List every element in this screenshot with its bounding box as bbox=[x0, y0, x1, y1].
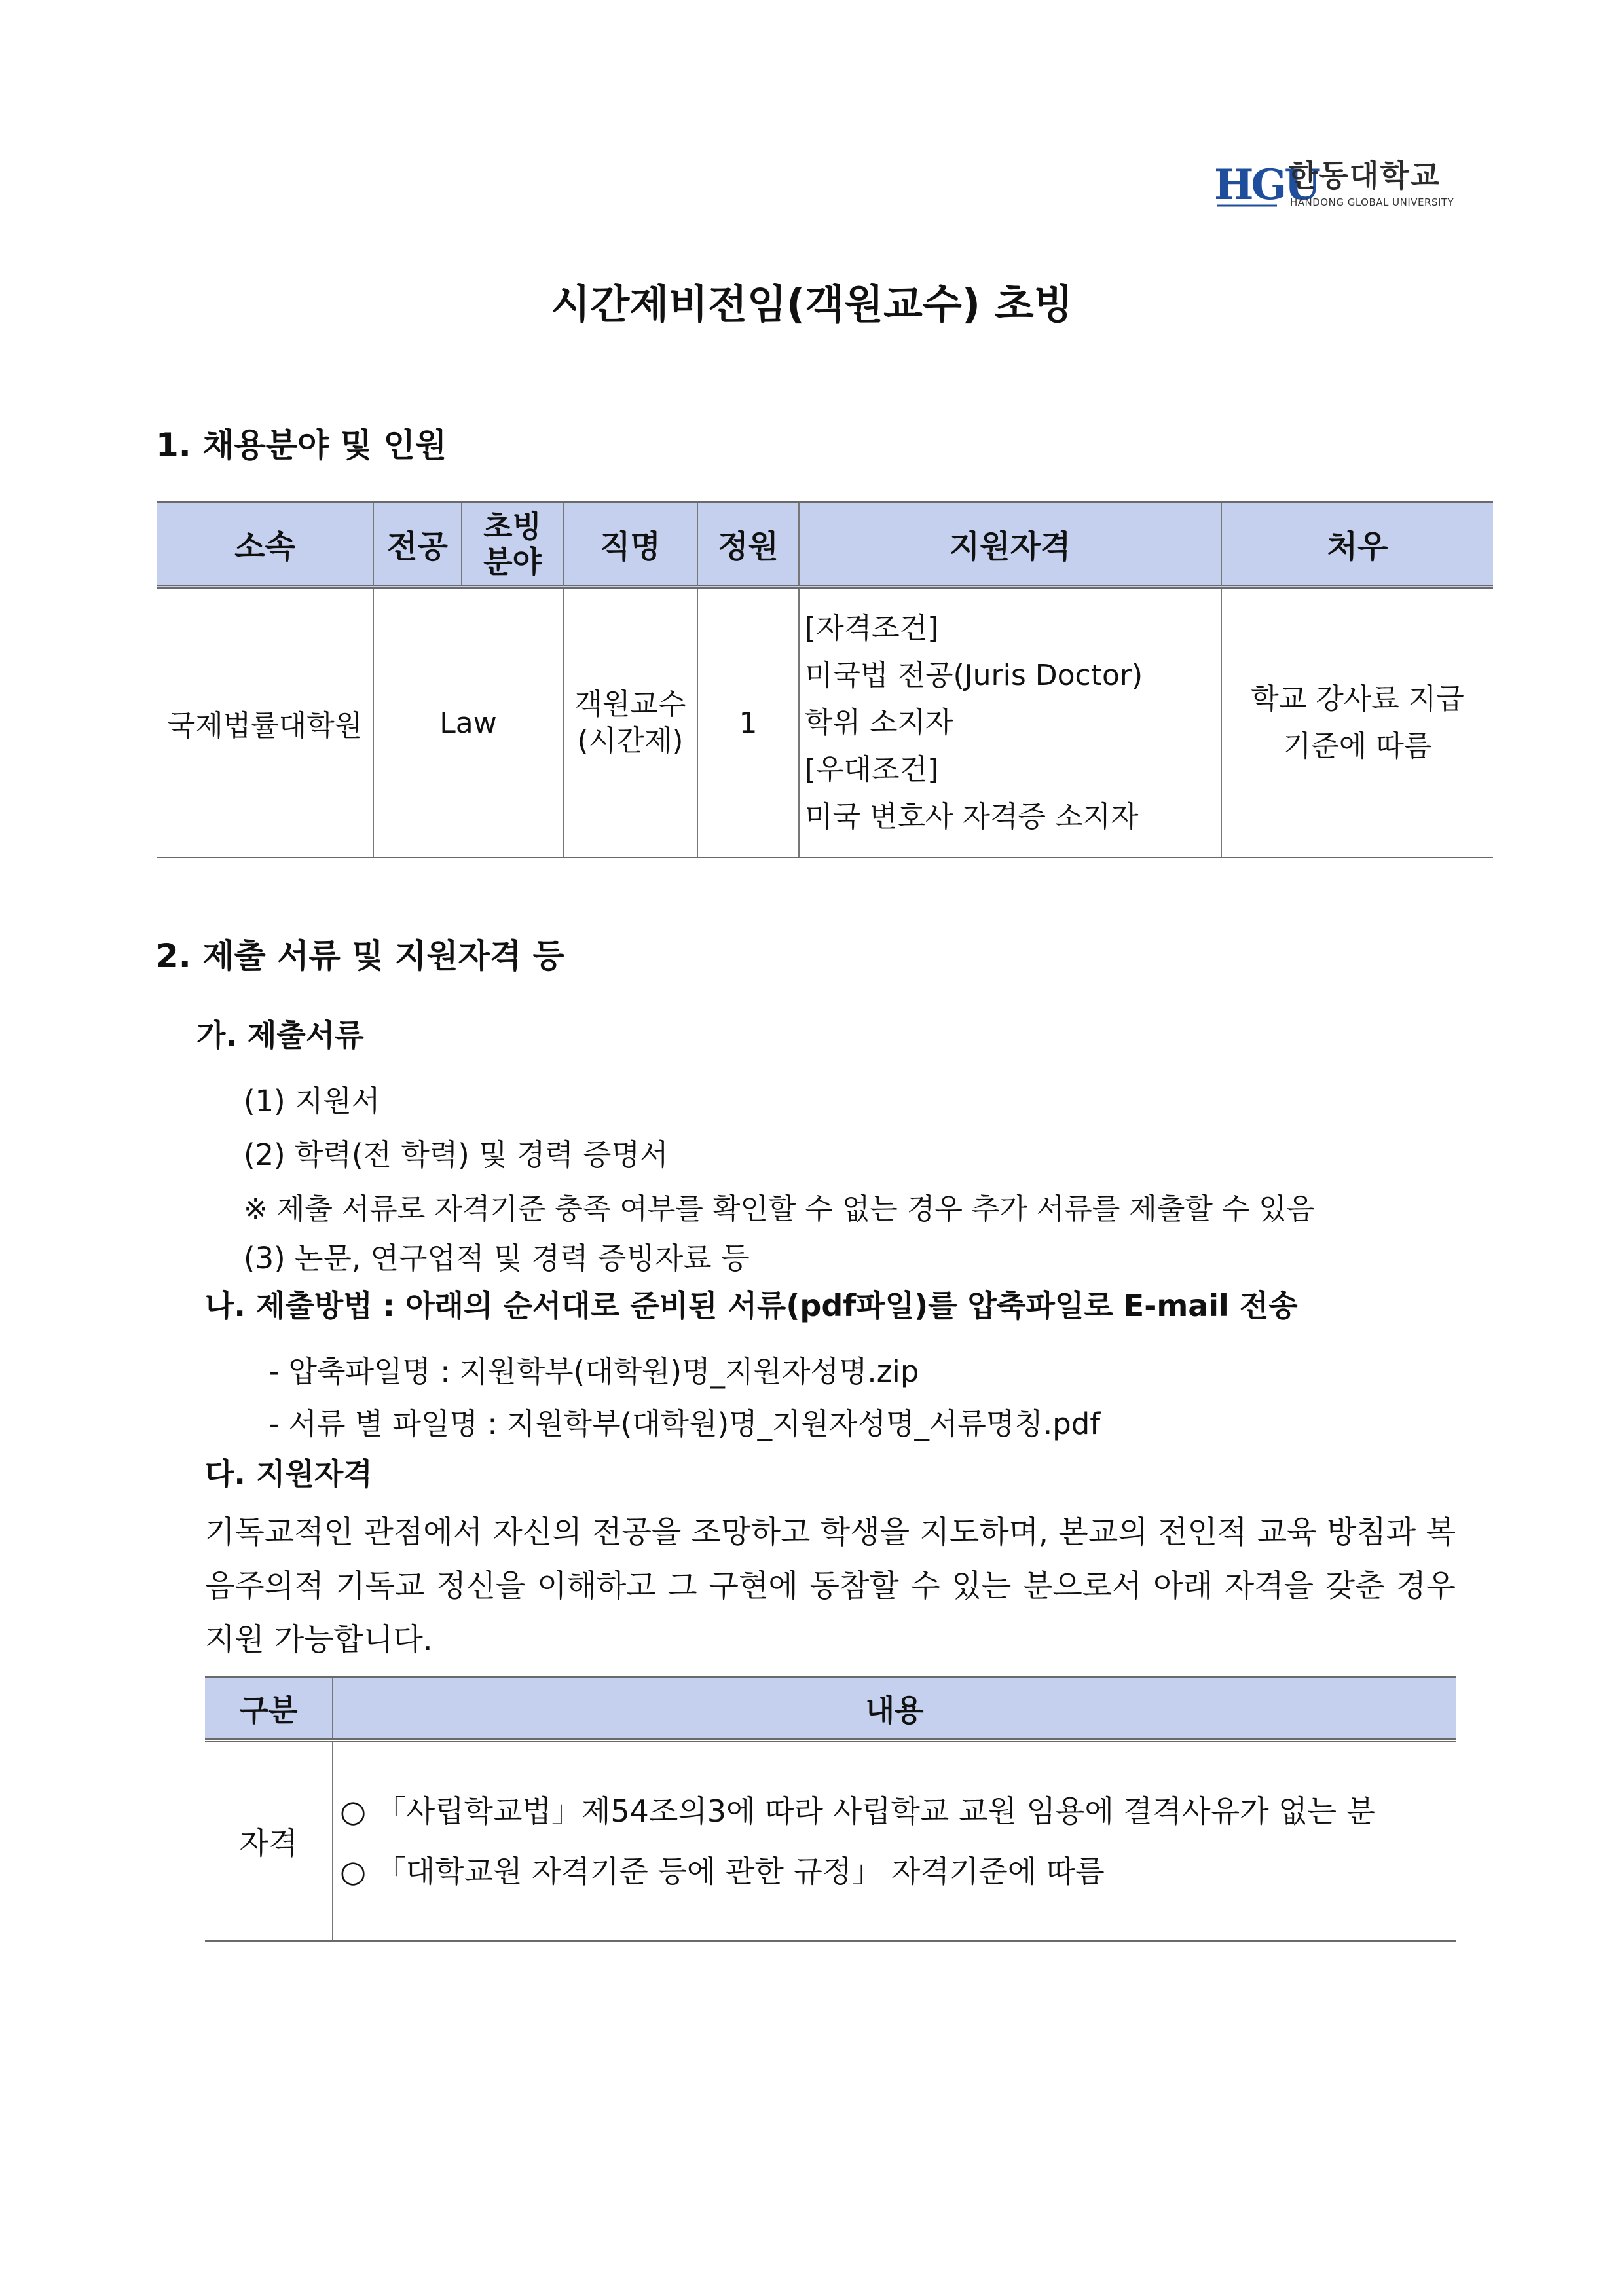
document-item: (3) 논문, 연구업적 및 경력 증빙자료 등 bbox=[244, 1241, 750, 1276]
subsection-na-heading: 나. 제출방법 : 아래의 순서대로 준비된 서류(pdf파일)를 압축파일로 E-mail 전송 bbox=[205, 1288, 1298, 1323]
logo-name-english: HANDONG GLOBAL UNIVERSITY bbox=[1290, 196, 1454, 208]
row-label: 자격 bbox=[205, 1740, 333, 1941]
header-field bbox=[462, 502, 563, 587]
qualification-line: 학위 소지자 bbox=[805, 706, 953, 739]
header-field-line2: 분야 bbox=[483, 543, 542, 579]
logo-name-korean: 한동대학교 bbox=[1289, 158, 1441, 193]
cell-qualification bbox=[799, 587, 1221, 858]
qualification-item: ○ 「사립학교법」제54조의3에 따라 사립학교 교원 임용에 결격사유가 없는 분 bbox=[340, 1793, 1376, 1829]
cell-affiliation: 국제법률대학원 bbox=[157, 587, 373, 858]
row-content bbox=[333, 1740, 1456, 1941]
section2-heading: 2. 제출 서류 및 지원자격 등 bbox=[156, 937, 564, 975]
header-quota: 정원 bbox=[697, 502, 799, 587]
cell-position bbox=[563, 587, 697, 858]
table-header-row bbox=[205, 1678, 1456, 1741]
document-item: (1) 지원서 bbox=[244, 1084, 380, 1118]
section1-heading: 1. 채용분야 및 인원 bbox=[156, 426, 447, 464]
document-note: ※ 제출 서류로 자격기준 충족 여부를 확인할 수 없는 경우 추가 서류를 제출할 수 있음 bbox=[244, 1192, 1315, 1226]
subsection-da-heading: 다. 지원자격 bbox=[205, 1456, 373, 1492]
qualification-line: 미국법 전공(Juris Doctor) bbox=[805, 659, 1143, 692]
header-content: 내용 bbox=[333, 1678, 1456, 1741]
university-logo bbox=[1211, 145, 1460, 217]
header-field-line1: 초빙 bbox=[483, 508, 542, 544]
qualification-item: ○ 「대학교원 자격기준 등에 관한 규정」 자격기준에 따름 bbox=[340, 1854, 1105, 1889]
header-gubun: 구분 bbox=[205, 1678, 333, 1741]
table-header-row bbox=[157, 502, 1493, 587]
header-compensation: 처우 bbox=[1221, 502, 1493, 587]
qualification-table bbox=[205, 1676, 1456, 1942]
qualification-line: 미국 변호사 자격증 소지자 bbox=[805, 800, 1139, 834]
position-line2: (시간제) bbox=[577, 724, 684, 758]
table-row bbox=[205, 1740, 1456, 1941]
header-major: 전공 bbox=[373, 502, 462, 587]
cell-major-field: Law bbox=[373, 587, 563, 858]
table-row bbox=[157, 587, 1493, 858]
filename-rule: - 압축파일명 : 지원학부(대학원)명_지원자성명.zip bbox=[268, 1354, 919, 1389]
header-qualification: 지원자격 bbox=[799, 502, 1221, 587]
qualification-line: [우대조건] bbox=[805, 753, 939, 786]
header-affiliation: 소속 bbox=[157, 502, 373, 587]
qualification-paragraph: 기독교적인 관점에서 자신의 전공을 조망하고 학생을 지도하며, 본교의 전인적 교육 방침과 복음주의적 기독교 정신을 이해하고 그 구현에 동참할 수 있는 분으로서 아래 자격을 갖춘 경우 지원 가능합니다. bbox=[205, 1515, 1456, 1658]
hgu-logo-mark bbox=[1211, 145, 1318, 211]
position-line1: 객원교수 bbox=[574, 688, 686, 721]
document-item: (2) 학력(전 학력) 및 경력 증명서 bbox=[244, 1137, 669, 1172]
compensation-line2: 기준에 따름 bbox=[1283, 729, 1432, 763]
qualification-line: [자격조건] bbox=[805, 612, 939, 645]
header-position: 직명 bbox=[563, 502, 697, 587]
document-title: 시간제비전임(객원교수) 초빙 bbox=[551, 280, 1073, 328]
filename-rule: - 서류 별 파일명 : 지원학부(대학원)명_지원자성명_서류명칭.pdf bbox=[268, 1406, 1101, 1441]
compensation-line1: 학교 강사료 지급 bbox=[1251, 682, 1464, 716]
recruitment-table bbox=[157, 501, 1493, 858]
svg-text:HGU: HGU bbox=[1214, 160, 1318, 210]
cell-quota: 1 bbox=[697, 587, 799, 858]
subsection-ga-heading: 가. 제출서류 bbox=[196, 1018, 364, 1053]
cell-compensation bbox=[1221, 587, 1493, 858]
